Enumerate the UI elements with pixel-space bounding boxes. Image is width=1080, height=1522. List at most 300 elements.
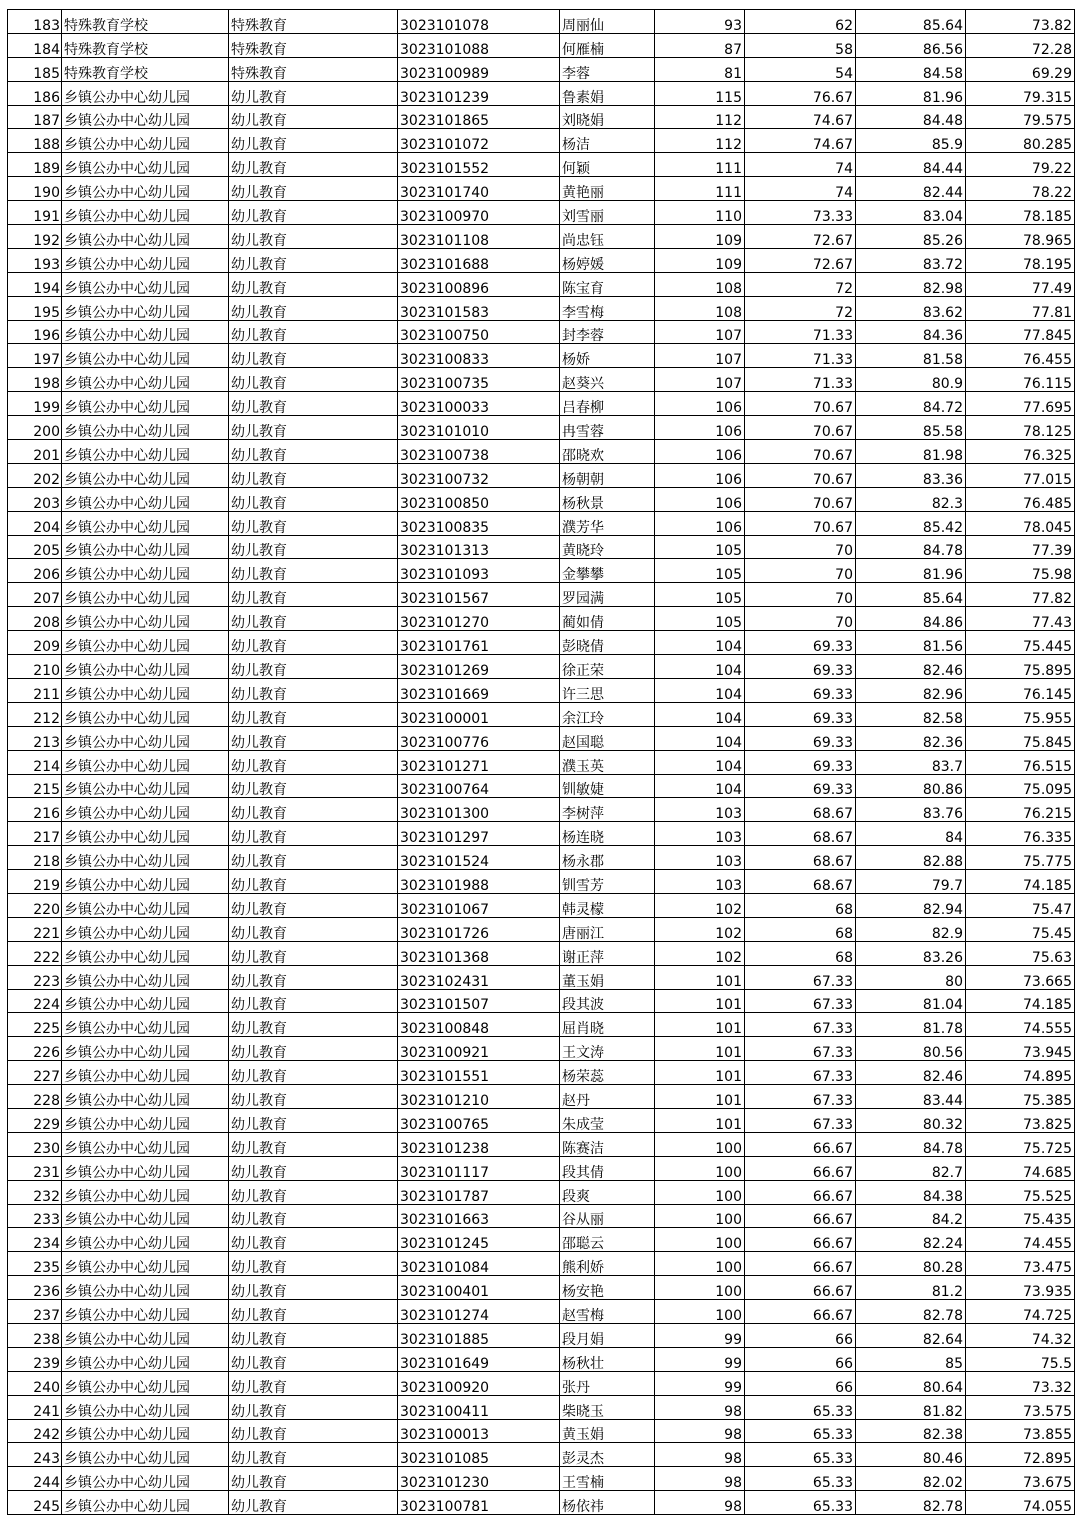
- table-row: [8, 1395, 1075, 1419]
- employer-cell: 乡镇公办中心幼儿园: [62, 750, 229, 774]
- row-number-cell: 195: [8, 296, 62, 320]
- exam-id-cell: 3023100781: [398, 1491, 560, 1515]
- interview-score-cell: 82.64: [856, 1323, 966, 1347]
- written-raw-score-cell: 87: [655, 33, 745, 57]
- exam-id-cell: 3023101088: [398, 33, 560, 57]
- interview-score-cell: 85.64: [856, 583, 966, 607]
- employer-cell: 乡镇公办中心幼儿园: [62, 1132, 229, 1156]
- written-converted-score-cell: 65.33: [745, 1491, 856, 1515]
- interview-score-cell: 85: [856, 1347, 966, 1371]
- exam-id-cell: 3023101726: [398, 917, 560, 941]
- employer-cell: 乡镇公办中心幼儿园: [62, 344, 229, 368]
- name-cell: 何颖: [560, 153, 655, 177]
- position-cell: 幼儿教育: [229, 726, 398, 750]
- position-cell: 幼儿教育: [229, 416, 398, 440]
- written-raw-score-cell: 98: [655, 1395, 745, 1419]
- exam-id-cell: 3023100750: [398, 320, 560, 344]
- name-cell: 罗园满: [560, 583, 655, 607]
- exam-id-cell: 3023101117: [398, 1156, 560, 1180]
- employer-cell: 乡镇公办中心幼儿园: [62, 1347, 229, 1371]
- written-raw-score-cell: 104: [655, 750, 745, 774]
- total-score-cell: 77.845: [966, 320, 1075, 344]
- position-cell: 幼儿教育: [229, 463, 398, 487]
- exam-id-cell: 3023101230: [398, 1467, 560, 1491]
- row-number-cell: 207: [8, 583, 62, 607]
- position-cell: 幼儿教育: [229, 535, 398, 559]
- row-number-cell: 214: [8, 750, 62, 774]
- written-raw-score-cell: 106: [655, 392, 745, 416]
- position-cell: 幼儿教育: [229, 201, 398, 225]
- position-cell: 幼儿教育: [229, 225, 398, 249]
- written-raw-score-cell: 101: [655, 1108, 745, 1132]
- written-raw-score-cell: 106: [655, 511, 745, 535]
- row-number-cell: 197: [8, 344, 62, 368]
- total-score-cell: 77.695: [966, 392, 1075, 416]
- employer-cell: 乡镇公办中心幼儿园: [62, 1395, 229, 1419]
- table-row: [8, 392, 1075, 416]
- interview-score-cell: 81.56: [856, 631, 966, 655]
- position-cell: 幼儿教育: [229, 487, 398, 511]
- position-cell: 幼儿教育: [229, 320, 398, 344]
- table-row: [8, 225, 1075, 249]
- position-cell: 幼儿教育: [229, 153, 398, 177]
- table-row: [8, 368, 1075, 392]
- interview-score-cell: 80.86: [856, 774, 966, 798]
- exam-id-cell: 3023101093: [398, 559, 560, 583]
- name-cell: 冉雪蓉: [560, 416, 655, 440]
- written-raw-score-cell: 107: [655, 368, 745, 392]
- written-converted-score-cell: 70.67: [745, 440, 856, 464]
- employer-cell: 乡镇公办中心幼儿园: [62, 559, 229, 583]
- position-cell: 幼儿教育: [229, 129, 398, 153]
- name-cell: 陈赛洁: [560, 1132, 655, 1156]
- row-number-cell: 187: [8, 105, 62, 129]
- interview-score-cell: 83.72: [856, 248, 966, 272]
- position-cell: 幼儿教育: [229, 846, 398, 870]
- name-cell: 周丽仙: [560, 10, 655, 34]
- written-raw-score-cell: 100: [655, 1180, 745, 1204]
- row-number-cell: 186: [8, 81, 62, 105]
- interview-score-cell: 85.58: [856, 416, 966, 440]
- row-number-cell: 221: [8, 917, 62, 941]
- row-number-cell: 210: [8, 655, 62, 679]
- position-cell: 幼儿教育: [229, 989, 398, 1013]
- employer-cell: 乡镇公办中心幼儿园: [62, 1061, 229, 1085]
- table-row: [8, 535, 1075, 559]
- written-converted-score-cell: 66: [745, 1323, 856, 1347]
- exam-id-cell: 3023100732: [398, 463, 560, 487]
- written-raw-score-cell: 100: [655, 1156, 745, 1180]
- written-converted-score-cell: 66: [745, 1347, 856, 1371]
- table-row: [8, 81, 1075, 105]
- exam-id-cell: 3023100970: [398, 201, 560, 225]
- written-converted-score-cell: 66.67: [745, 1180, 856, 1204]
- written-converted-score-cell: 58: [745, 33, 856, 57]
- written-converted-score-cell: 76.67: [745, 81, 856, 105]
- table-row: [8, 1132, 1075, 1156]
- interview-score-cell: 81.96: [856, 559, 966, 583]
- position-cell: 幼儿教育: [229, 1085, 398, 1109]
- exam-id-cell: 3023100833: [398, 344, 560, 368]
- interview-score-cell: 84.44: [856, 153, 966, 177]
- name-cell: 谷从丽: [560, 1204, 655, 1228]
- employer-cell: 乡镇公办中心幼儿园: [62, 1108, 229, 1132]
- total-score-cell: 74.725: [966, 1300, 1075, 1324]
- written-raw-score-cell: 99: [655, 1371, 745, 1395]
- position-cell: 幼儿教育: [229, 296, 398, 320]
- written-raw-score-cell: 104: [655, 655, 745, 679]
- exam-id-cell: 3023101072: [398, 129, 560, 153]
- name-cell: 柴晓玉: [560, 1395, 655, 1419]
- total-score-cell: 78.965: [966, 225, 1075, 249]
- name-cell: 刘雪丽: [560, 201, 655, 225]
- interview-score-cell: 82.38: [856, 1419, 966, 1443]
- total-score-cell: 75.98: [966, 559, 1075, 583]
- table-row: [8, 1443, 1075, 1467]
- name-cell: 钏雪芳: [560, 870, 655, 894]
- table-row: [8, 487, 1075, 511]
- row-number-cell: 220: [8, 893, 62, 917]
- written-raw-score-cell: 101: [655, 989, 745, 1013]
- interview-score-cell: 82.36: [856, 726, 966, 750]
- employer-cell: 乡镇公办中心幼儿园: [62, 917, 229, 941]
- row-number-cell: 245: [8, 1491, 62, 1515]
- position-cell: 幼儿教育: [229, 1443, 398, 1467]
- employer-cell: 乡镇公办中心幼儿园: [62, 870, 229, 894]
- position-cell: 幼儿教育: [229, 440, 398, 464]
- table-row: [8, 416, 1075, 440]
- name-cell: 黄晓玲: [560, 535, 655, 559]
- exam-id-cell: 3023101740: [398, 177, 560, 201]
- interview-score-cell: 84.78: [856, 1132, 966, 1156]
- row-number-cell: 235: [8, 1252, 62, 1276]
- total-score-cell: 73.475: [966, 1252, 1075, 1276]
- table-row: [8, 1085, 1075, 1109]
- name-cell: 杨洁: [560, 129, 655, 153]
- interview-score-cell: 81.58: [856, 344, 966, 368]
- total-score-cell: 76.325: [966, 440, 1075, 464]
- table-row: [8, 798, 1075, 822]
- written-converted-score-cell: 69.33: [745, 726, 856, 750]
- name-cell: 赵国聪: [560, 726, 655, 750]
- position-cell: 幼儿教育: [229, 1395, 398, 1419]
- written-raw-score-cell: 100: [655, 1276, 745, 1300]
- name-cell: 蔺如倩: [560, 607, 655, 631]
- written-raw-score-cell: 103: [655, 846, 745, 870]
- written-converted-score-cell: 71.33: [745, 368, 856, 392]
- position-cell: 幼儿教育: [229, 1061, 398, 1085]
- total-score-cell: 78.125: [966, 416, 1075, 440]
- total-score-cell: 79.22: [966, 153, 1075, 177]
- total-score-cell: 73.82: [966, 10, 1075, 34]
- total-score-cell: 69.29: [966, 57, 1075, 81]
- exam-id-cell: 3023101669: [398, 678, 560, 702]
- total-score-cell: 77.43: [966, 607, 1075, 631]
- exam-id-cell: 3023101865: [398, 105, 560, 129]
- employer-cell: 乡镇公办中心幼儿园: [62, 893, 229, 917]
- employer-cell: 乡镇公办中心幼儿园: [62, 272, 229, 296]
- position-cell: 幼儿教育: [229, 1180, 398, 1204]
- employer-cell: 乡镇公办中心幼儿园: [62, 440, 229, 464]
- written-raw-score-cell: 100: [655, 1300, 745, 1324]
- written-raw-score-cell: 112: [655, 129, 745, 153]
- interview-score-cell: 81.82: [856, 1395, 966, 1419]
- written-converted-score-cell: 66.67: [745, 1252, 856, 1276]
- table-row: [8, 750, 1075, 774]
- exam-id-cell: 3023101688: [398, 248, 560, 272]
- total-score-cell: 75.63: [966, 941, 1075, 965]
- written-converted-score-cell: 68.67: [745, 822, 856, 846]
- employer-cell: 乡镇公办中心幼儿园: [62, 1419, 229, 1443]
- written-raw-score-cell: 107: [655, 320, 745, 344]
- row-number-cell: 184: [8, 33, 62, 57]
- written-converted-score-cell: 70: [745, 535, 856, 559]
- exam-id-cell: 3023101507: [398, 989, 560, 1013]
- written-raw-score-cell: 111: [655, 153, 745, 177]
- row-number-cell: 236: [8, 1276, 62, 1300]
- written-raw-score-cell: 108: [655, 296, 745, 320]
- written-raw-score-cell: 100: [655, 1204, 745, 1228]
- table-row: [8, 774, 1075, 798]
- total-score-cell: 73.665: [966, 965, 1075, 989]
- interview-score-cell: 85.9: [856, 129, 966, 153]
- employer-cell: 乡镇公办中心幼儿园: [62, 1491, 229, 1515]
- position-cell: 幼儿教育: [229, 1037, 398, 1061]
- name-cell: 鲁素娟: [560, 81, 655, 105]
- interview-score-cell: 84.78: [856, 535, 966, 559]
- interview-score-cell: 83.62: [856, 296, 966, 320]
- exam-id-cell: 3023101271: [398, 750, 560, 774]
- interview-score-cell: 84.36: [856, 320, 966, 344]
- row-number-cell: 228: [8, 1085, 62, 1109]
- written-converted-score-cell: 72: [745, 296, 856, 320]
- row-number-cell: 226: [8, 1037, 62, 1061]
- total-score-cell: 73.945: [966, 1037, 1075, 1061]
- written-converted-score-cell: 67.33: [745, 1037, 856, 1061]
- employer-cell: 乡镇公办中心幼儿园: [62, 129, 229, 153]
- table-row: [8, 1347, 1075, 1371]
- row-number-cell: 202: [8, 463, 62, 487]
- written-converted-score-cell: 65.33: [745, 1443, 856, 1467]
- interview-score-cell: 80.56: [856, 1037, 966, 1061]
- name-cell: 谢正萍: [560, 941, 655, 965]
- exam-id-cell: 3023100764: [398, 774, 560, 798]
- table-row: [8, 511, 1075, 535]
- interview-score-cell: 81.78: [856, 1013, 966, 1037]
- name-cell: 金攀攀: [560, 559, 655, 583]
- row-number-cell: 189: [8, 153, 62, 177]
- name-cell: 余江玲: [560, 702, 655, 726]
- position-cell: 幼儿教育: [229, 1371, 398, 1395]
- interview-score-cell: 82.24: [856, 1228, 966, 1252]
- name-cell: 李雪梅: [560, 296, 655, 320]
- name-cell: 杨秋景: [560, 487, 655, 511]
- row-number-cell: 213: [8, 726, 62, 750]
- exam-id-cell: 3023101313: [398, 535, 560, 559]
- total-score-cell: 76.515: [966, 750, 1075, 774]
- position-cell: 幼儿教育: [229, 1132, 398, 1156]
- table-row: [8, 296, 1075, 320]
- name-cell: 封李蓉: [560, 320, 655, 344]
- exam-id-cell: 3023101300: [398, 798, 560, 822]
- interview-score-cell: 82.46: [856, 655, 966, 679]
- position-cell: 幼儿教育: [229, 678, 398, 702]
- employer-cell: 乡镇公办中心幼儿园: [62, 1443, 229, 1467]
- table-row: [8, 1061, 1075, 1085]
- exam-id-cell: 3023101885: [398, 1323, 560, 1347]
- interview-score-cell: 82.98: [856, 272, 966, 296]
- interview-score-cell: 82.78: [856, 1300, 966, 1324]
- written-converted-score-cell: 62: [745, 10, 856, 34]
- table-row: [8, 463, 1075, 487]
- written-converted-score-cell: 70.67: [745, 487, 856, 511]
- written-raw-score-cell: 102: [655, 941, 745, 965]
- table-row: [8, 1491, 1075, 1515]
- table-row: [8, 678, 1075, 702]
- written-converted-score-cell: 65.33: [745, 1467, 856, 1491]
- written-raw-score-cell: 105: [655, 607, 745, 631]
- table-row: [8, 822, 1075, 846]
- total-score-cell: 75.845: [966, 726, 1075, 750]
- position-cell: 幼儿教育: [229, 1467, 398, 1491]
- written-converted-score-cell: 68: [745, 917, 856, 941]
- row-number-cell: 196: [8, 320, 62, 344]
- employer-cell: 乡镇公办中心幼儿园: [62, 1037, 229, 1061]
- exam-id-cell: 3023100848: [398, 1013, 560, 1037]
- name-cell: 彭晓倩: [560, 631, 655, 655]
- exam-id-cell: 3023100920: [398, 1371, 560, 1395]
- position-cell: 幼儿教育: [229, 1156, 398, 1180]
- name-cell: 段爽: [560, 1180, 655, 1204]
- total-score-cell: 78.195: [966, 248, 1075, 272]
- written-converted-score-cell: 67.33: [745, 1108, 856, 1132]
- total-score-cell: 78.045: [966, 511, 1075, 535]
- name-cell: 朱成莹: [560, 1108, 655, 1132]
- position-cell: 幼儿教育: [229, 870, 398, 894]
- table-row: [8, 248, 1075, 272]
- employer-cell: 乡镇公办中心幼儿园: [62, 678, 229, 702]
- position-cell: 幼儿教育: [229, 798, 398, 822]
- written-converted-score-cell: 74: [745, 177, 856, 201]
- interview-score-cell: 82.44: [856, 177, 966, 201]
- exam-id-cell: 3023101085: [398, 1443, 560, 1467]
- employer-cell: 乡镇公办中心幼儿园: [62, 463, 229, 487]
- written-converted-score-cell: 70: [745, 607, 856, 631]
- written-converted-score-cell: 72.67: [745, 248, 856, 272]
- total-score-cell: 76.145: [966, 678, 1075, 702]
- exam-id-cell: 3023101067: [398, 893, 560, 917]
- written-converted-score-cell: 72: [745, 272, 856, 296]
- interview-score-cell: 84: [856, 822, 966, 846]
- total-score-cell: 74.32: [966, 1323, 1075, 1347]
- position-cell: 幼儿教育: [229, 1228, 398, 1252]
- interview-score-cell: 85.42: [856, 511, 966, 535]
- exam-id-cell: 3023101078: [398, 10, 560, 34]
- name-cell: 段其倩: [560, 1156, 655, 1180]
- employer-cell: 乡镇公办中心幼儿园: [62, 1085, 229, 1109]
- interview-score-cell: 82.88: [856, 846, 966, 870]
- name-cell: 赵雪梅: [560, 1300, 655, 1324]
- row-number-cell: 237: [8, 1300, 62, 1324]
- position-cell: 特殊教育: [229, 33, 398, 57]
- name-cell: 王文涛: [560, 1037, 655, 1061]
- employer-cell: 乡镇公办中心幼儿园: [62, 607, 229, 631]
- name-cell: 濮芳华: [560, 511, 655, 535]
- name-cell: 许三思: [560, 678, 655, 702]
- position-cell: 幼儿教育: [229, 368, 398, 392]
- interview-score-cell: 82.78: [856, 1491, 966, 1515]
- written-converted-score-cell: 66.67: [745, 1276, 856, 1300]
- row-number-cell: 199: [8, 392, 62, 416]
- interview-score-cell: 84.72: [856, 392, 966, 416]
- total-score-cell: 76.215: [966, 798, 1075, 822]
- row-number-cell: 204: [8, 511, 62, 535]
- row-number-cell: 193: [8, 248, 62, 272]
- employer-cell: 乡镇公办中心幼儿园: [62, 392, 229, 416]
- written-converted-score-cell: 71.33: [745, 320, 856, 344]
- table-row: [8, 893, 1075, 917]
- written-raw-score-cell: 103: [655, 870, 745, 894]
- interview-score-cell: 82.58: [856, 702, 966, 726]
- exam-id-cell: 3023101274: [398, 1300, 560, 1324]
- exam-id-cell: 3023101270: [398, 607, 560, 631]
- table-row: [8, 272, 1075, 296]
- row-number-cell: 218: [8, 846, 62, 870]
- written-converted-score-cell: 74.67: [745, 129, 856, 153]
- position-cell: 幼儿教育: [229, 392, 398, 416]
- interview-score-cell: 85.64: [856, 10, 966, 34]
- row-number-cell: 223: [8, 965, 62, 989]
- row-number-cell: 240: [8, 1371, 62, 1395]
- position-cell: 幼儿教育: [229, 1419, 398, 1443]
- row-number-cell: 206: [8, 559, 62, 583]
- name-cell: 彭灵杰: [560, 1443, 655, 1467]
- interview-score-cell: 83.76: [856, 798, 966, 822]
- written-raw-score-cell: 100: [655, 1228, 745, 1252]
- exam-id-cell: 3023101567: [398, 583, 560, 607]
- name-cell: 黄艳丽: [560, 177, 655, 201]
- name-cell: 赵丹: [560, 1085, 655, 1109]
- written-raw-score-cell: 106: [655, 487, 745, 511]
- table-row: [8, 631, 1075, 655]
- row-number-cell: 205: [8, 535, 62, 559]
- employer-cell: 乡镇公办中心幼儿园: [62, 1013, 229, 1037]
- interview-score-cell: 84.2: [856, 1204, 966, 1228]
- written-raw-score-cell: 100: [655, 1252, 745, 1276]
- employer-cell: 乡镇公办中心幼儿园: [62, 965, 229, 989]
- table-row: [8, 57, 1075, 81]
- employer-cell: 乡镇公办中心幼儿园: [62, 368, 229, 392]
- table-row: [8, 726, 1075, 750]
- employer-cell: 乡镇公办中心幼儿园: [62, 81, 229, 105]
- employer-cell: 乡镇公办中心幼儿园: [62, 1180, 229, 1204]
- position-cell: 幼儿教育: [229, 965, 398, 989]
- employer-cell: 乡镇公办中心幼儿园: [62, 655, 229, 679]
- written-raw-score-cell: 104: [655, 726, 745, 750]
- employer-cell: 乡镇公办中心幼儿园: [62, 631, 229, 655]
- total-score-cell: 74.055: [966, 1491, 1075, 1515]
- row-number-cell: 198: [8, 368, 62, 392]
- total-score-cell: 75.5: [966, 1347, 1075, 1371]
- total-score-cell: 75.525: [966, 1180, 1075, 1204]
- exam-id-cell: 3023101239: [398, 81, 560, 105]
- name-cell: 邵聪云: [560, 1228, 655, 1252]
- interview-score-cell: 81.2: [856, 1276, 966, 1300]
- employer-cell: 乡镇公办中心幼儿园: [62, 798, 229, 822]
- row-number-cell: 188: [8, 129, 62, 153]
- table-row: [8, 1180, 1075, 1204]
- table-row: [8, 1037, 1075, 1061]
